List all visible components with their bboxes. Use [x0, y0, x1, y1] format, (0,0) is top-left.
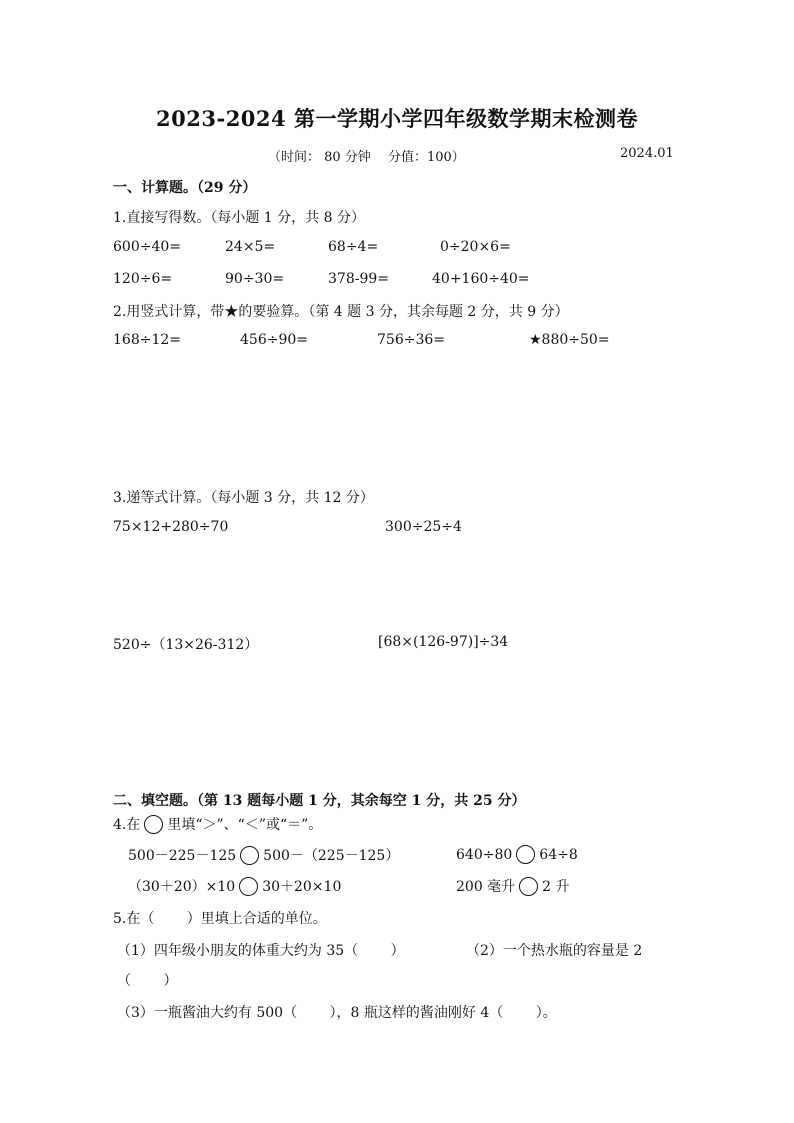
comparison-right: 2 升	[542, 879, 570, 895]
q1-item: 90÷30=	[225, 271, 285, 287]
q1-item: 378-99=	[328, 271, 389, 287]
answer-circle-icon[interactable]	[239, 877, 258, 896]
comparison-right: 64÷8	[539, 846, 578, 863]
q2-item: 756÷36=	[377, 332, 445, 348]
q1-item: 120÷6=	[113, 271, 173, 287]
section2-heading: 二、填空题。（第 13 题每小题 1 分，其余每空 1 分，共 25 分）	[113, 793, 526, 809]
q4-prompt	[113, 814, 322, 834]
exam-info: （时间： 80 分钟 分值：100）	[268, 150, 465, 165]
q3-item: 520÷（13×26-312）	[113, 637, 259, 653]
q1-item: 0÷20×6=	[440, 239, 511, 255]
q5-line: （2）一个热水瓶的容量是 2	[466, 943, 643, 959]
q1-item: 24×5=	[225, 239, 276, 255]
comparison-item	[456, 845, 578, 864]
q1-prompt: 1.直接写得数。（每小题 1 分，共 8 分）	[113, 210, 365, 226]
q4-prefix: 4.在	[113, 817, 141, 833]
comparison-left: 500－225－125	[128, 848, 237, 864]
exam-date: 2024.01	[620, 146, 674, 161]
q2-item: 168÷12=	[113, 332, 181, 348]
q3-prompt: 3.递等式计算。（每小题 3 分，共 12 分）	[113, 490, 374, 506]
answer-circle-icon[interactable]	[516, 845, 535, 864]
q1-item: 600÷40=	[113, 239, 181, 255]
comparison-left: （30＋20）×10	[128, 879, 236, 895]
q5-line: （1）四年级小朋友的体重大约为 35（ ）	[117, 943, 405, 959]
q5-line: （ ）	[117, 973, 178, 989]
q4-suffix: 里填“＞”、“＜”或“＝”。	[167, 817, 323, 833]
answer-circle-icon[interactable]	[240, 846, 259, 865]
q2-item: ★880÷50=	[529, 332, 610, 348]
answer-circle-icon[interactable]	[519, 877, 538, 896]
comparison-left: 200 毫升	[456, 879, 516, 895]
comparison-item	[128, 876, 341, 896]
answer-circle-icon[interactable]	[144, 815, 163, 834]
comparison-right: 30＋20×10	[262, 879, 342, 895]
q3-item: 75×12+280÷70	[113, 519, 229, 535]
section1-heading: 一、计算题。（29 分）	[113, 180, 257, 196]
exam-title: 2023-2024 第一学期小学四年级数学期末检测卷	[156, 106, 638, 131]
q5-prompt: 5.在（ ）里填上合适的单位。	[113, 911, 327, 927]
q3-item: [68×(126-97)]÷34	[378, 634, 509, 650]
comparison-right: 500－（225－125）	[263, 848, 400, 864]
q2-prompt: 2.用竖式计算，带★的要验算。（第 4 题 3 分，其余每题 2 分，共 9 分）	[113, 304, 569, 320]
q1-item: 68÷4=	[328, 239, 379, 255]
q5-line: （3）一瓶酱油大约有 500（ ），8 瓶这样的酱油刚好 4（ ）。	[117, 1005, 557, 1021]
q1-item: 40+160÷40=	[432, 271, 530, 287]
comparison-item	[456, 876, 570, 896]
q2-item: 456÷90=	[240, 332, 308, 348]
comparison-item	[128, 845, 399, 865]
q3-item: 300÷25÷4	[385, 519, 462, 535]
comparison-left: 640÷80	[456, 846, 513, 863]
